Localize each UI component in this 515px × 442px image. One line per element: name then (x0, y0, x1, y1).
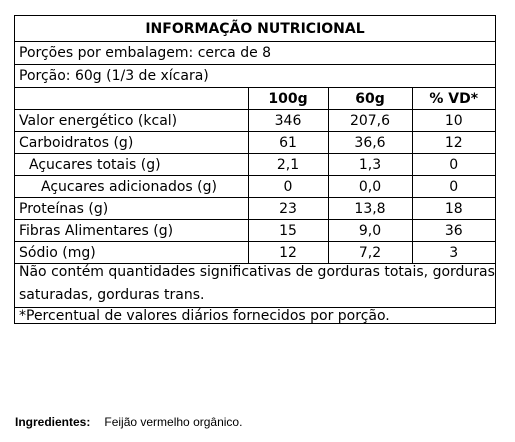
value-60g: 1,3 (328, 154, 412, 176)
nutrition-facts-panel (14, 15, 496, 324)
nutrient-table (15, 87, 495, 264)
column-header-nutrient (15, 88, 248, 110)
nutrient-name: Açucares adicionados (g) (15, 176, 248, 198)
column-header-vd: % VD* (412, 88, 495, 110)
value-60g: 13,8 (328, 198, 412, 220)
servings-per-package: Porções por embalagem: cerca de 8 (15, 42, 495, 65)
ingredients-label: Ingredientes: (15, 415, 91, 429)
value-vd: 3 (412, 242, 495, 264)
column-header-100g: 100g (248, 88, 328, 110)
table-row (15, 198, 495, 220)
value-100g: 2,1 (248, 154, 328, 176)
nutrient-name: Fibras Alimentares (g) (15, 220, 248, 242)
column-header-60g: 60g (328, 88, 412, 110)
table-row (15, 220, 495, 242)
value-vd: 0 (412, 154, 495, 176)
value-100g: 346 (248, 110, 328, 132)
nutrient-name: Sódio (mg) (15, 242, 248, 264)
value-vd: 10 (412, 110, 495, 132)
value-100g: 0 (248, 176, 328, 198)
ingredients-text: Feijão vermelho orgânico. (104, 415, 243, 429)
value-vd: 0 (412, 176, 495, 198)
nutrient-name: Carboidratos (g) (15, 132, 248, 154)
table-header-row (15, 88, 495, 110)
value-100g: 61 (248, 132, 328, 154)
table-row (15, 154, 495, 176)
value-100g: 23 (248, 198, 328, 220)
nutrient-name: Proteínas (g) (15, 198, 248, 220)
nutrition-note-line-1: Não contém quantidades significativas de gorduras totais, gorduras (19, 264, 495, 280)
nutrient-name: Valor energético (kcal) (15, 110, 248, 132)
serving-size: Porção: 60g (1/3 de xícara) (19, 68, 209, 84)
value-vd: 18 (412, 198, 495, 220)
value-vd: 12 (412, 132, 495, 154)
table-row (15, 176, 495, 198)
value-60g: 36,6 (328, 132, 412, 154)
value-60g: 9,0 (328, 220, 412, 242)
value-100g: 12 (248, 242, 328, 264)
ingredients-line (15, 415, 242, 429)
nutrient-name: Açucares totais (g) (15, 154, 248, 176)
value-60g: 7,2 (328, 242, 412, 264)
nutrition-note-line-2: saturadas, gorduras trans. (19, 287, 205, 303)
value-60g: 0,0 (328, 176, 412, 198)
value-vd: 36 (412, 220, 495, 242)
nutrition-note (15, 261, 495, 307)
nutrition-title: INFORMAÇÃO NUTRICIONAL (15, 16, 495, 42)
daily-value-footnote: *Percentual de valores diários fornecidos por porção. (15, 307, 495, 324)
table-row (15, 110, 495, 132)
value-100g: 15 (248, 220, 328, 242)
value-60g: 207,6 (328, 110, 412, 132)
table-row (15, 132, 495, 154)
